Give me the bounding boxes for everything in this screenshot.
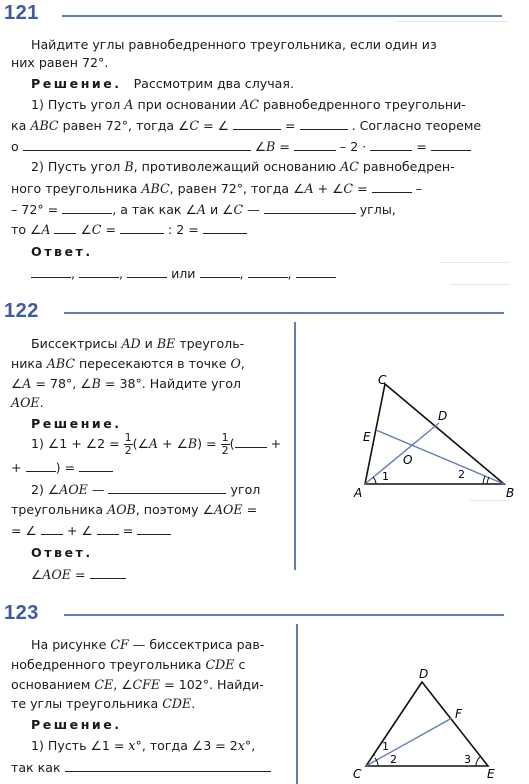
angle-arc-a <box>373 477 376 484</box>
task-123-line-1: На рисунке CF — биссектриса рав- <box>31 637 265 652</box>
label-angle-3: 3 <box>464 753 471 766</box>
header-rule-121 <box>62 15 502 17</box>
answer-121-blank-6[interactable] <box>296 265 336 278</box>
answer-121-blank-4[interactable] <box>200 265 240 278</box>
answer-label-122: Ответ. <box>31 545 93 560</box>
bleed-through-line <box>450 284 510 285</box>
task-122-line-4: AOE. <box>11 395 44 410</box>
solution-122-line-2: + ) = <box>11 459 113 475</box>
task-123-line-4: те углы треугольника CDE. <box>11 696 196 711</box>
bleed-through-line <box>398 21 508 22</box>
solution-intro-121: Рассмотрим два случая. <box>133 76 294 91</box>
solution-121-line <box>31 76 294 91</box>
answer-121-blank-2[interactable] <box>79 265 119 278</box>
blank-angle-1[interactable] <box>233 117 281 130</box>
solution-122-line-1: 1) ∠1 + ∠2 = $\frac{1}{2}$ (∠A + ∠B) = $\frac{1}{2}$ ( + <box>31 431 282 457</box>
column-divider-122 <box>294 322 296 570</box>
label-angle-2: 2 <box>458 468 465 481</box>
fraction-half-1: $\frac{1}{2}$ <box>124 431 132 457</box>
problem-number-122: 122 <box>4 300 39 322</box>
label-c: C <box>353 767 362 781</box>
header-rule-123 <box>64 614 504 616</box>
blank-122-term-2[interactable] <box>97 522 119 535</box>
label-angle-1: 1 <box>382 470 389 483</box>
problem-number-123: 123 <box>4 602 39 624</box>
blank-half-2[interactable] <box>203 221 247 234</box>
solution-122-line-4: треугольника AOB, поэтому ∠AOE = <box>11 502 258 517</box>
blank-b-2[interactable] <box>370 138 412 151</box>
case2-line-3: – 72° = , а так как ∠A и ∠C — углы, <box>11 202 396 217</box>
task-121-line-1: Найдите углы равнобедренного треугольника, если один из <box>31 37 437 52</box>
case2-line-1: 2) Пусть угол B, противолежащий основанию AC равнобедрен- <box>31 159 455 174</box>
problem-number-121: 121 <box>4 2 39 24</box>
answer-line-122: ∠AOE = <box>31 566 126 582</box>
bisector-cf <box>366 718 452 766</box>
angle-arc-b-2 <box>483 476 485 484</box>
label-f: F <box>455 707 462 721</box>
label-angle-1: 1 <box>382 740 389 753</box>
answer-121-blank-5[interactable] <box>248 265 288 278</box>
answer-label-121: Ответ. <box>31 244 93 259</box>
blank-122-angle-type[interactable] <box>108 481 226 494</box>
blank-theorem-1[interactable] <box>23 138 251 151</box>
blank-angle-type[interactable] <box>264 201 356 214</box>
task-122-line-3: ∠A = 78°, ∠B = 38°. Найдите угол <box>11 376 241 391</box>
blank-123-reason[interactable] <box>65 759 271 772</box>
triangle-abc-figure <box>340 370 525 505</box>
header-rule-122 <box>64 312 504 314</box>
solution-label-122: Решение. <box>31 416 122 431</box>
solution-123-line-1: 1) Пусть ∠1 = x°, тогда ∠3 = 2x°, <box>31 738 256 753</box>
answer-121-blank-1[interactable] <box>31 265 71 278</box>
answer-121-blank-3[interactable] <box>127 265 167 278</box>
blank-relation[interactable] <box>54 221 76 234</box>
blank-half-1[interactable] <box>120 221 164 234</box>
label-c: C <box>378 373 387 387</box>
case2-line-4: то ∠A ∠C = : 2 = <box>11 221 247 237</box>
task-123-line-2: нобедренного треугольника CDE с <box>11 657 246 672</box>
bisector-be <box>376 430 504 484</box>
blank-122-angle-a[interactable] <box>235 435 267 448</box>
label-b: B <box>506 486 515 500</box>
blank-122-angle-b[interactable] <box>26 459 56 472</box>
case2-line-2: ного треугольника ABC, равен 72°, тогда ∠A + ∠C = – <box>11 181 422 196</box>
solution-122-line-5: = ∠ + ∠ = <box>11 522 171 538</box>
task-122-line-2: ника ABC пересекаются в точке O, <box>11 356 245 371</box>
label-d: D <box>438 409 448 423</box>
blank-b-1[interactable] <box>294 138 336 151</box>
triangle-cde-figure <box>340 664 525 784</box>
case1-line-1: 1) Пусть угол A при основании AC равнобедренного треугольни- <box>31 97 466 112</box>
blank-122-result[interactable] <box>137 522 171 535</box>
task-123-line-3: основанием CE, ∠CFE = 102°. Найди- <box>11 677 264 692</box>
angle-arc-b-1 <box>487 477 489 484</box>
case1-line-3: о ∠B = – 2 · = <box>11 138 471 154</box>
blank-sum-2[interactable] <box>62 201 112 214</box>
solution-label-121: Решение. <box>31 76 122 91</box>
blank-122-sum[interactable] <box>79 459 113 472</box>
bleed-through-line <box>440 262 510 263</box>
label-e: E <box>487 767 495 781</box>
blank-b-3[interactable] <box>431 138 471 151</box>
solution-123-line-2: так как <box>11 759 271 775</box>
blank-sum-1[interactable] <box>372 180 412 193</box>
label-a: A <box>354 486 363 500</box>
solution-122-line-3: 2) ∠AOE — угол <box>31 482 261 497</box>
case1-line-2: ка ABC равен 72°, тогда ∠C = ∠ = . Согласно теореме <box>11 118 482 133</box>
blank-122-term-1[interactable] <box>41 522 63 535</box>
angle-arc-e <box>476 757 480 766</box>
task-122-line-1: Биссектрисы AD и BE треуголь- <box>31 336 245 351</box>
task-121-line-2: них равен 72°. <box>11 55 109 70</box>
label-e: E <box>363 430 371 444</box>
solution-label-123: Решение. <box>31 717 122 732</box>
column-divider-123 <box>296 624 298 784</box>
label-o: O <box>403 453 413 467</box>
answer-line-121: , , или , , <box>31 265 336 281</box>
blank-angle-value-1[interactable] <box>300 117 348 130</box>
label-angle-2: 2 <box>390 753 397 766</box>
label-d: D <box>419 667 429 681</box>
answer-122-blank[interactable] <box>90 566 126 579</box>
fraction-half-2: $\frac{1}{2}$ <box>221 431 229 457</box>
